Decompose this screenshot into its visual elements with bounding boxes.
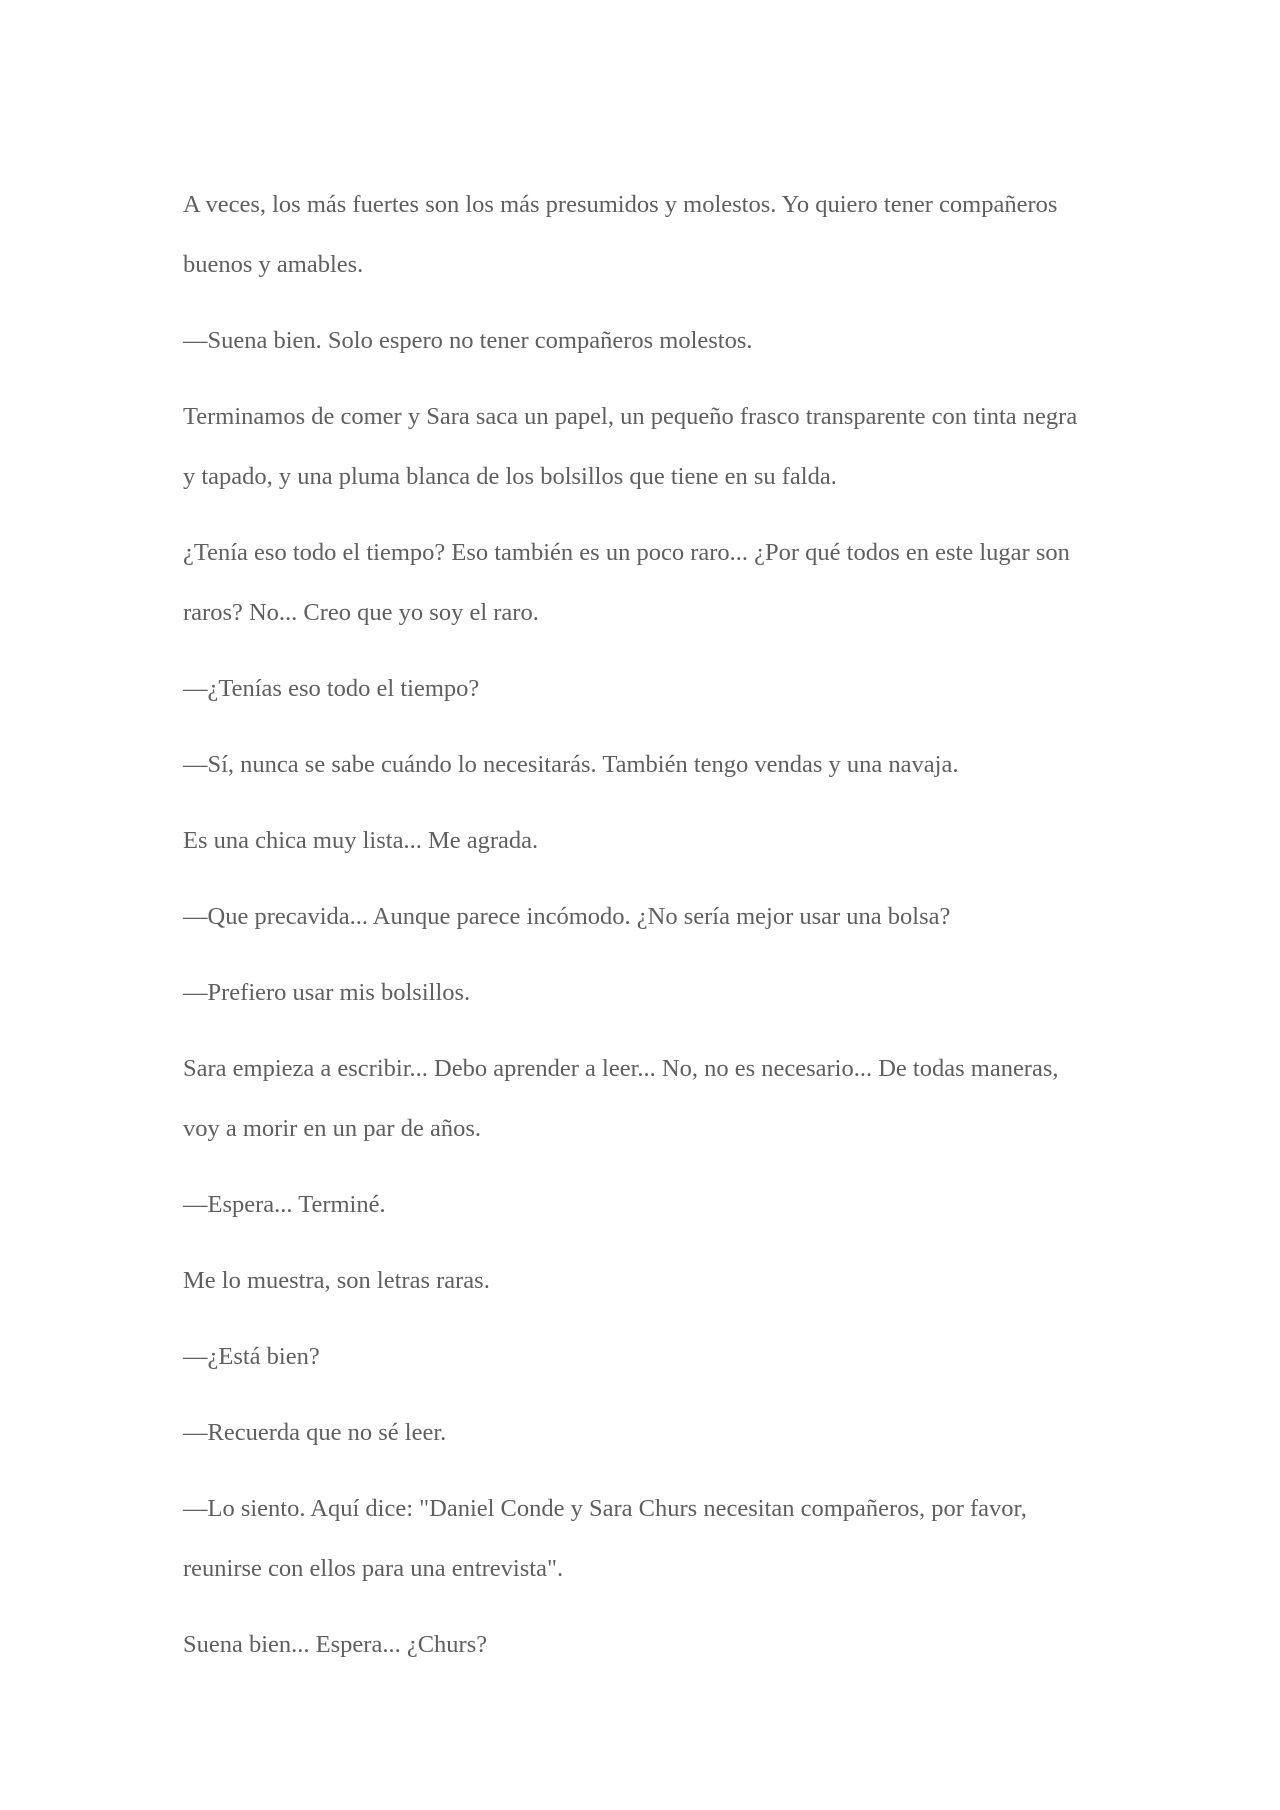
body-text: [183, 175, 1083, 1691]
paragraph-9: —Prefiero usar mis bolsillos.: [183, 979, 471, 1006]
paragraph-6: —Sí, nunca se sabe cuándo lo necesitarás. También tengo vendas y una navaja.: [183, 751, 959, 778]
paragraph-2: —Suena bien. Solo espero no tener compañeros molestos.: [183, 327, 753, 354]
paragraph-8: —Que precavida... Aunque parece incómodo. ¿No sería mejor usar una bolsa?: [183, 903, 951, 930]
paragraph-5: —¿Tenías eso todo el tiempo?: [183, 675, 480, 702]
paragraph-11: —Espera... Terminé.: [183, 1191, 386, 1218]
paragraph-14: —Recuerda que no sé leer.: [183, 1419, 447, 1446]
paragraph-4: ¿Tenía eso todo el tiempo? Eso también es un poco raro... ¿Por qué todos en este lugar son raros? No... Creo que yo soy el raro.: [183, 539, 1070, 626]
paragraph-3: Terminamos de comer y Sara saca un papel, un pequeño frasco transparente con tinta negra y tapado, y una pluma blanca de los bolsillos que tiene en su falda.: [183, 403, 1078, 490]
paragraph-7: Es una chica muy lista... Me agrada.: [183, 827, 539, 854]
paragraph-15: —Lo siento. Aquí dice: "Daniel Conde y Sara Churs necesitan compañeros, por favor, reunirse con ellos para una entrevista".: [183, 1495, 1027, 1582]
paragraph-1: A veces, los más fuertes son los más presumidos y molestos. Yo quiero tener compañeros buenos y amables.: [183, 191, 1058, 278]
paragraph-13: —¿Está bien?: [183, 1343, 320, 1370]
paragraph-12: Me lo muestra, son letras raras.: [183, 1267, 490, 1294]
paragraph-10: Sara empieza a escribir... Debo aprender a leer... No, no es necesario... De todas maneras, voy a morir en un par de años.: [183, 1055, 1059, 1142]
paragraph-16: Suena bien... Espera... ¿Churs?: [183, 1631, 488, 1658]
